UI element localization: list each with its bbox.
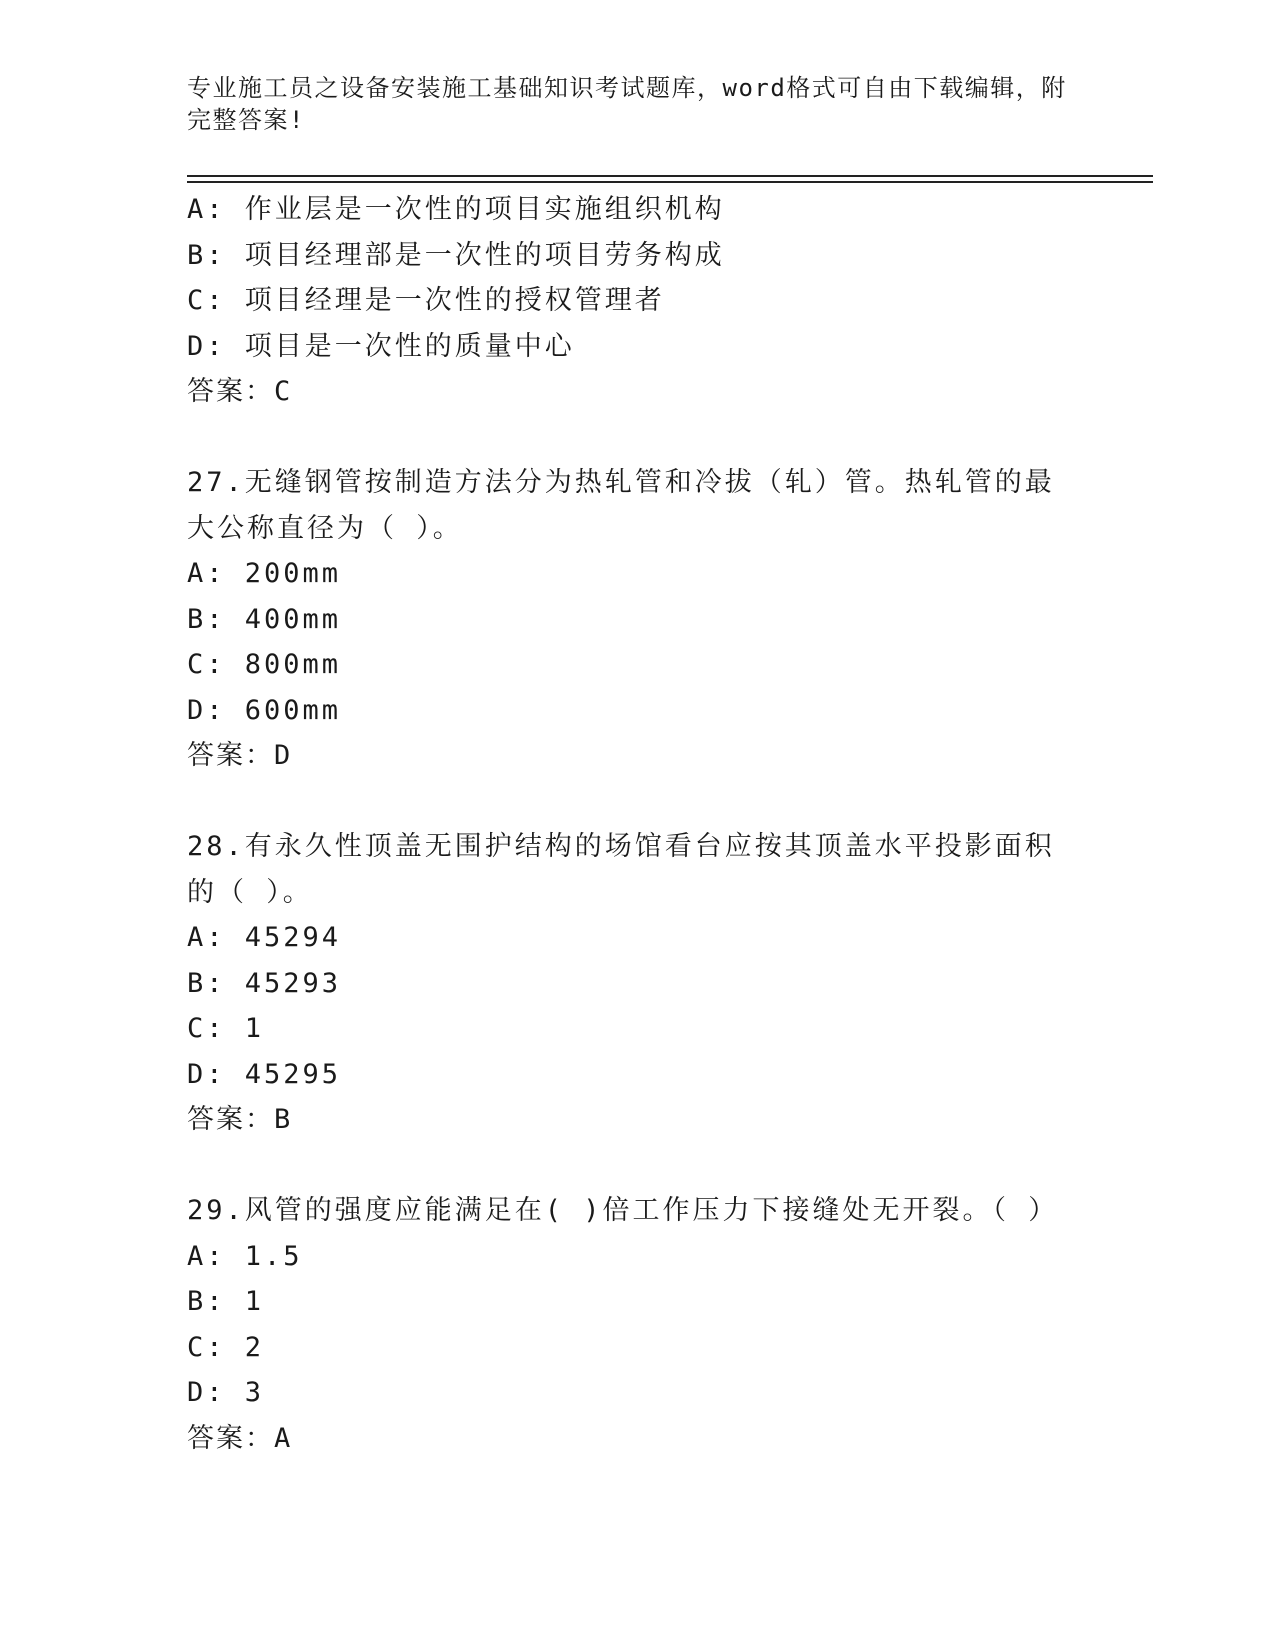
answer-line: 答案：B	[187, 1104, 293, 1135]
option-c: C: 1	[187, 1013, 265, 1044]
question-stem: 29.风管的强度应能满足在( )倍工作压力下接缝处无开裂。（ ）	[187, 1195, 1059, 1226]
option-d: D: 3	[187, 1377, 265, 1408]
option-b: B: 项目经理部是一次性的项目劳务构成	[187, 239, 725, 271]
question-28	[187, 824, 1067, 1143]
option-c: C: 项目经理是一次性的授权管理者	[187, 285, 665, 316]
answer-line: 答案：C	[187, 376, 293, 407]
option-d: D: 45295	[187, 1058, 342, 1090]
spacer	[187, 779, 1067, 825]
question-26	[187, 187, 1067, 415]
question-stem: 27.无缝钢管按制造方法分为热轧管和冷拔（轧）管。热轧管的最大公称直径为（ ）。	[187, 467, 1055, 544]
option-d: D: 项目是一次性的质量中心	[187, 330, 575, 362]
question-list	[187, 187, 1067, 1461]
document-header: 专业施工员之设备安装施工基础知识考试题库，word格式可自由下载编辑，附完整答案!	[187, 74, 1067, 134]
header-divider-bottom	[187, 181, 1153, 183]
header-divider-top	[187, 175, 1153, 177]
option-c: C: 800mm	[187, 649, 342, 680]
answer-line: 答案：D	[187, 740, 293, 771]
option-b: B: 1	[187, 1286, 265, 1317]
spacer	[187, 415, 1067, 461]
option-b: B: 400mm	[187, 603, 342, 635]
option-a: A: 200mm	[187, 558, 342, 589]
spacer	[187, 1143, 1067, 1189]
question-29	[187, 1188, 1067, 1461]
option-d: D: 600mm	[187, 694, 342, 726]
option-b: B: 45293	[187, 967, 342, 999]
option-c: C: 2	[187, 1331, 265, 1363]
answer-line: 答案：A	[187, 1422, 293, 1454]
question-stem: 28.有永久性顶盖无围护结构的场馆看台应按其顶盖水平投影面积的（ ）。	[187, 831, 1055, 908]
question-27	[187, 460, 1067, 779]
option-a: A: 1.5	[187, 1240, 303, 1272]
option-a: A: 45294	[187, 922, 342, 953]
option-a: A: 作业层是一次性的项目实施组织机构	[187, 194, 725, 225]
